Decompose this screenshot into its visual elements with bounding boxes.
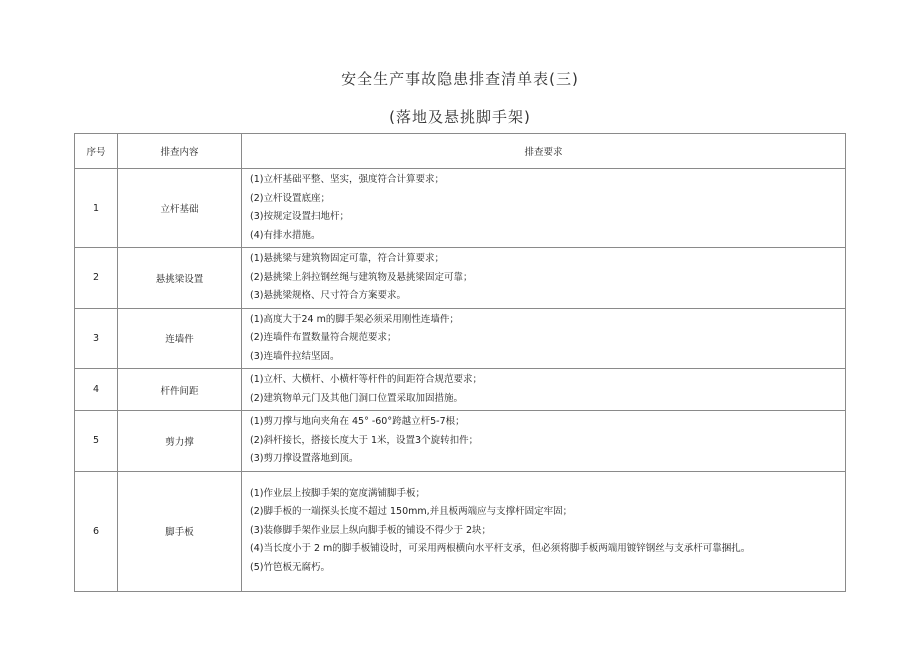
requirement-line: (2)连墙件布置数量符合规范要求；	[250, 332, 397, 343]
row-no: 6	[75, 471, 118, 591]
requirement-line: (3)连墙件拉结坚固。	[250, 350, 340, 362]
header-no: 序号	[75, 134, 118, 169]
table-row	[75, 369, 846, 411]
table-row	[75, 411, 846, 472]
requirement-line: (1)立杆基础平整、坚实，强度符合计算要求；	[250, 174, 444, 185]
row-requirements	[242, 169, 846, 248]
table-row	[75, 471, 846, 591]
row-no: 1	[75, 169, 118, 248]
header-item: 排查内容	[118, 134, 242, 169]
requirement-line: (2)建筑物单元门及其他门洞口位置采取加固措施。	[250, 392, 463, 404]
row-requirements	[242, 369, 846, 411]
requirement-line: (1)作业层上按脚手架的宽度满铺脚手板；	[250, 487, 425, 499]
row-no: 2	[75, 248, 118, 309]
row-item: 悬挑梁设置	[118, 248, 242, 309]
row-no: 3	[75, 308, 118, 369]
requirement-line: (2)立杆设置底座；	[250, 192, 330, 204]
requirement-line: (1)立杆、大横杆、小横杆等杆件的间距符合规范要求；	[250, 374, 482, 385]
row-requirements	[242, 308, 846, 369]
requirement-line: (2)悬挑梁上斜拉钢丝绳与建筑物及悬挑梁固定可靠；	[250, 271, 473, 283]
row-item: 脚手板	[118, 471, 242, 591]
row-no: 5	[75, 411, 118, 472]
row-item: 立杆基础	[118, 169, 242, 248]
requirement-line: (5)竹笆板无腐朽。	[250, 561, 330, 573]
table-header-row	[75, 134, 846, 169]
requirement-line: (3)悬挑梁规格、尺寸符合方案要求。	[250, 290, 406, 301]
row-item: 连墙件	[118, 308, 242, 369]
row-requirements	[242, 411, 846, 472]
row-item: 剪力撑	[118, 411, 242, 472]
requirement-line: (1)高度大于24 m的脚手架必须采用刚性连墙件；	[250, 313, 459, 325]
requirement-line: (3)剪刀撑设置落地到顶。	[250, 453, 359, 464]
requirement-line: (1)悬挑梁与建筑物固定可靠，符合计算要求；	[250, 253, 444, 264]
requirement-line: (3)按规定设置扫地杆；	[250, 211, 349, 222]
header-requirements: 排查要求	[242, 134, 846, 169]
table-row	[75, 308, 846, 369]
requirement-line: (2)脚手板的一端探头长度不超过 150mm,并且板两端应与支撑杆固定牢固；	[250, 506, 573, 518]
row-requirements	[242, 471, 846, 591]
requirement-line: (2)斜杆接长，搭接长度大于 1米，设置3个旋转扣件；	[250, 434, 479, 446]
requirement-line: (4)当长度小于 2 m的脚手板铺设时，可采用两根横向水平杆支承，但必须将脚手板两端用镀锌钢丝与支承杆可靠捆扎。	[250, 543, 751, 555]
row-item: 杆件间距	[118, 369, 242, 411]
table-row	[75, 248, 846, 309]
row-requirements	[242, 248, 846, 309]
document-subtitle: (落地及悬挑脚手架)	[389, 108, 531, 126]
document-title: 安全生产事故隐患排查清单表(三)	[341, 70, 579, 88]
requirement-line: (1)剪刀撑与地向夹角在 45° -60°跨越立杆5-7根；	[250, 416, 465, 427]
table-row	[75, 169, 846, 248]
requirement-line: (3)装修脚手架作业层上纵向脚手板的铺设不得少于 2块；	[250, 524, 492, 536]
requirement-line: (4)有排水措施。	[250, 229, 321, 241]
inspection-table	[74, 133, 846, 592]
row-no: 4	[75, 369, 118, 411]
